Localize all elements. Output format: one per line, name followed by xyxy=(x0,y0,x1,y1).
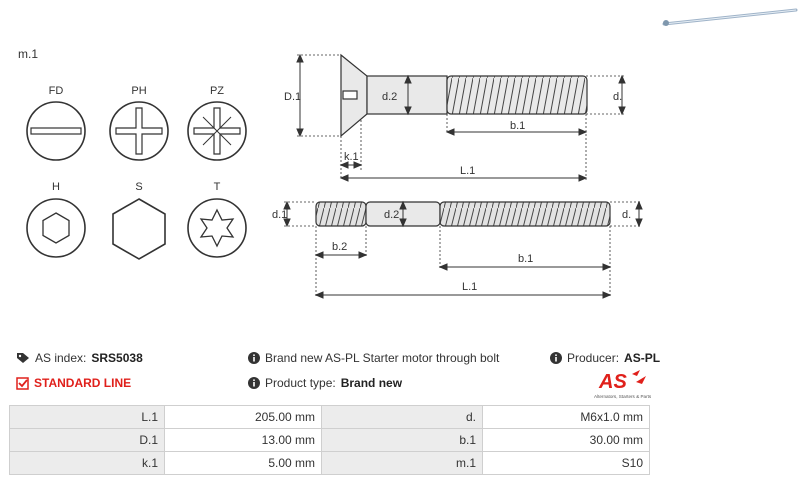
bolt-head xyxy=(341,55,367,136)
dim-label-L1: L.1 xyxy=(460,165,476,177)
torx-head-icon xyxy=(188,199,246,257)
description-row xyxy=(248,351,499,365)
producer-label: Producer: xyxy=(567,351,620,365)
table-row xyxy=(10,452,650,475)
dim-label-b2: b.2 xyxy=(332,241,348,253)
dim-label-D1: D.1 xyxy=(284,91,302,103)
spec-key: L.1 xyxy=(10,406,165,429)
product-thumbnail xyxy=(660,4,800,30)
spec-key: b.1 xyxy=(322,429,483,452)
dim-label-k1: k.1 xyxy=(344,151,359,163)
stud-thread-right xyxy=(440,202,610,226)
hex-head-icon xyxy=(113,199,165,259)
dim-label-d-lower: d. xyxy=(622,209,632,221)
head-type-label-ph: PH xyxy=(131,85,147,97)
hex-socket-head-icon xyxy=(27,199,85,257)
spec-value: 205.00 mm xyxy=(165,406,322,429)
spec-value: S10 xyxy=(483,452,650,475)
product-type-value: Brand new xyxy=(340,376,403,390)
stud-thread-left xyxy=(316,202,366,226)
flat-head-icon xyxy=(27,102,85,160)
info-icon xyxy=(248,377,260,389)
dim-label-L1-lower: L.1 xyxy=(462,281,478,293)
svg-text:Alternators, Starters & Parts: Alternators, Starters & Parts xyxy=(594,394,652,399)
bolt-thread xyxy=(447,76,587,114)
spec-key: d. xyxy=(322,406,483,429)
checkbox-checked-icon xyxy=(16,377,29,390)
spec-value: M6x1.0 mm xyxy=(483,406,650,429)
dim-label-d1: d.1 xyxy=(272,209,288,221)
as-pl-logo xyxy=(592,368,656,404)
bolt-dimension-drawing xyxy=(270,40,650,305)
as-index-value: SRS5038 xyxy=(91,351,143,365)
head-type-label-t: T xyxy=(213,181,221,193)
producer-row xyxy=(550,351,660,365)
pozidriv-head-icon xyxy=(188,102,246,160)
spec-key: m.1 xyxy=(322,452,483,475)
info-icon xyxy=(550,352,562,364)
table-row xyxy=(10,429,650,452)
head-type-label-s: S xyxy=(135,181,143,193)
as-index-row xyxy=(16,351,143,365)
svg-text:AS: AS xyxy=(599,371,627,393)
specs-table xyxy=(9,405,650,475)
spec-key: k.1 xyxy=(10,452,165,475)
spec-key: D.1 xyxy=(10,429,165,452)
product-type-label: Product type: xyxy=(265,376,336,390)
dim-label-d: d. xyxy=(613,91,623,103)
product-description: Brand new AS-PL Starter motor through bolt xyxy=(265,351,500,365)
head-type-label-pz: PZ xyxy=(209,85,225,97)
head-types-diagram xyxy=(0,40,260,270)
dim-label-b1: b.1 xyxy=(510,120,526,132)
figure-label: m.1 xyxy=(18,47,39,61)
phillips-head-icon xyxy=(110,102,168,160)
dim-label-d2-lower: d.2 xyxy=(384,209,400,221)
head-type-label-fd: FD xyxy=(48,85,64,97)
spec-value: 30.00 mm xyxy=(483,429,650,452)
table-row xyxy=(10,406,650,429)
info-icon xyxy=(248,352,260,364)
as-index-label: AS index: xyxy=(35,351,87,365)
producer-value: AS-PL xyxy=(624,351,661,365)
standard-line-row xyxy=(16,376,131,390)
dim-label-b1-lower: b.1 xyxy=(518,253,534,265)
tags-icon xyxy=(16,352,30,364)
head-type-label-h: H xyxy=(52,181,60,193)
spec-value: 5.00 mm xyxy=(165,452,322,475)
dim-label-d2: d.2 xyxy=(382,91,398,103)
spec-value: 13.00 mm xyxy=(165,429,322,452)
product-type-row xyxy=(248,376,402,390)
standard-line-badge: STANDARD LINE xyxy=(34,376,132,390)
